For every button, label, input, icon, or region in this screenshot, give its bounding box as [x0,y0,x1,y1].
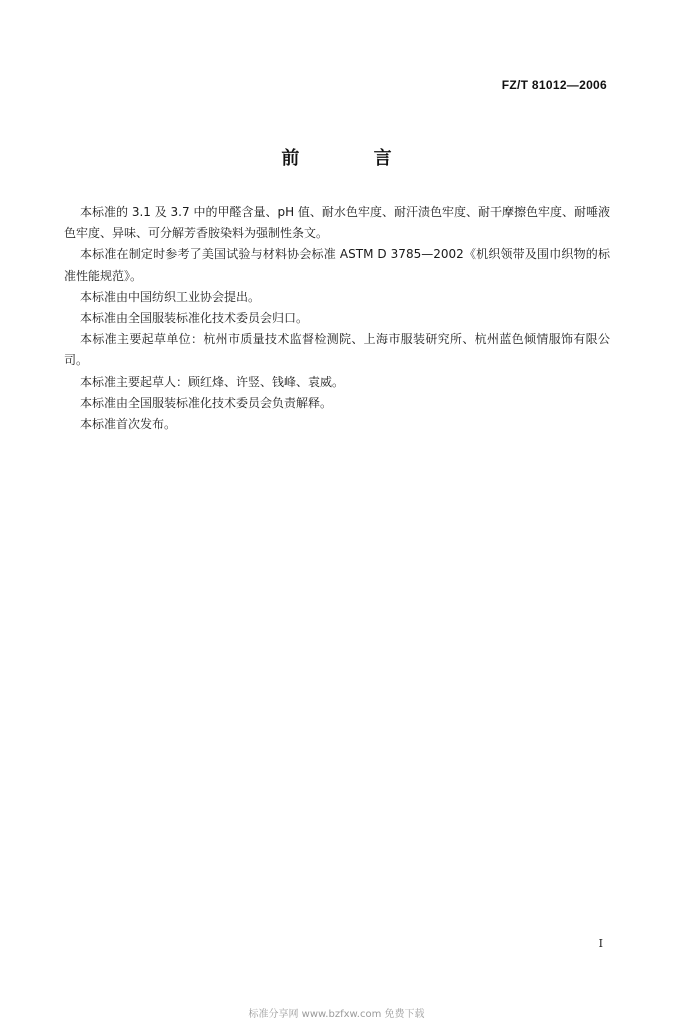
page-title: 前 言 [281,148,426,169]
watermark-footer: 标准分享网 www.bzfxw.com 免费下载 [248,1009,425,1020]
paragraph-proposed-by: 本标准由中国纺织工业协会提出。 [80,289,261,304]
page-number: I [598,937,603,950]
standard-number: FZ/T 81012—2006 [501,78,607,92]
paragraph-drafting-units: 本标准主要起草单位：杭州市质量技术监督检测院、上海市服装研究所、杭州蓝色倾情服饰有限公司。 [64,332,610,368]
paragraph-reference-standard: 本标准在制定时参考了美国试验与材料协会标准 ASTM D 3785—2002《机织领带及围巾织物的标准性能规范》。 [64,247,610,283]
paragraph-drafters: 本标准主要起草人：顾红烽、许竖、钱峰、袁威。 [80,374,345,389]
paragraph-interpretation: 本标准由全国服装标准化技术委员会负责解释。 [80,395,333,410]
paragraph-centralized-by: 本标准由全国服装标准化技术委员会归口。 [80,311,309,326]
foreword-body [64,202,610,435]
paragraph-mandatory-clauses: 本标准的 3.1 及 3.7 中的甲醛含量、pH 值、耐水色牢度、耐汗渍色牢度、耐干摩擦色牢度、耐唾液色牢度、异味、可分解芳香胺染料为强制性条文。 [64,205,610,241]
paragraph-first-release: 本标准首次发布。 [80,417,177,432]
